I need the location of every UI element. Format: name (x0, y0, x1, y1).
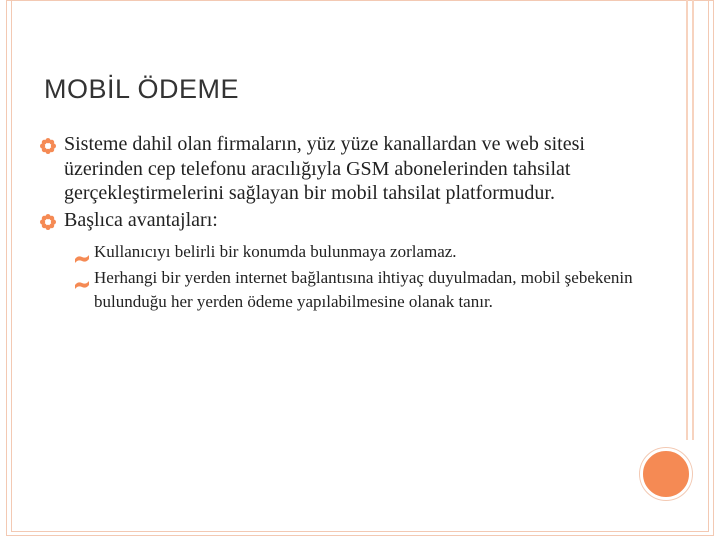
bullet-item (44, 132, 644, 206)
sub-bullet-list (44, 240, 644, 314)
sub-bullet-item (44, 240, 644, 264)
decorative-rail-left (686, 0, 688, 440)
sub-bullet-text: Herhangi bir yerden internet bağlantısına ihtiyaç duyulmadan, mobil şebekenin bulunduğu her yerden ödeme yapılabilmesine olanak tanır. (94, 268, 633, 311)
sub-bullet-text: Kullanıcıyı belirli bir konumda bulunmaya zorlamaz. (94, 242, 457, 261)
slide-content (44, 132, 644, 314)
sub-bullet-item (44, 266, 644, 314)
scroll-bullet-icon (74, 273, 90, 283)
scroll-bullet-icon (74, 247, 90, 257)
decorative-rail-right (692, 0, 694, 440)
gear-flower-bullet-icon (40, 212, 56, 228)
bullet-text: Başlıca avantajları: (64, 208, 218, 231)
bullet-item (44, 208, 644, 233)
decorative-orange-circle (640, 448, 692, 500)
bullet-text: Sisteme dahil olan firmaların, yüz yüze kanallardan ve web sitesi üzerinden cep telefonu aracılığıyla GSM abonelerinden tahsilat gerçekleştirmelerini sağlayan bir mobil tahsilat platformudur. (64, 133, 585, 204)
slide-title: MOBİL ÖDEME (44, 74, 240, 104)
gear-flower-bullet-icon (40, 136, 56, 152)
